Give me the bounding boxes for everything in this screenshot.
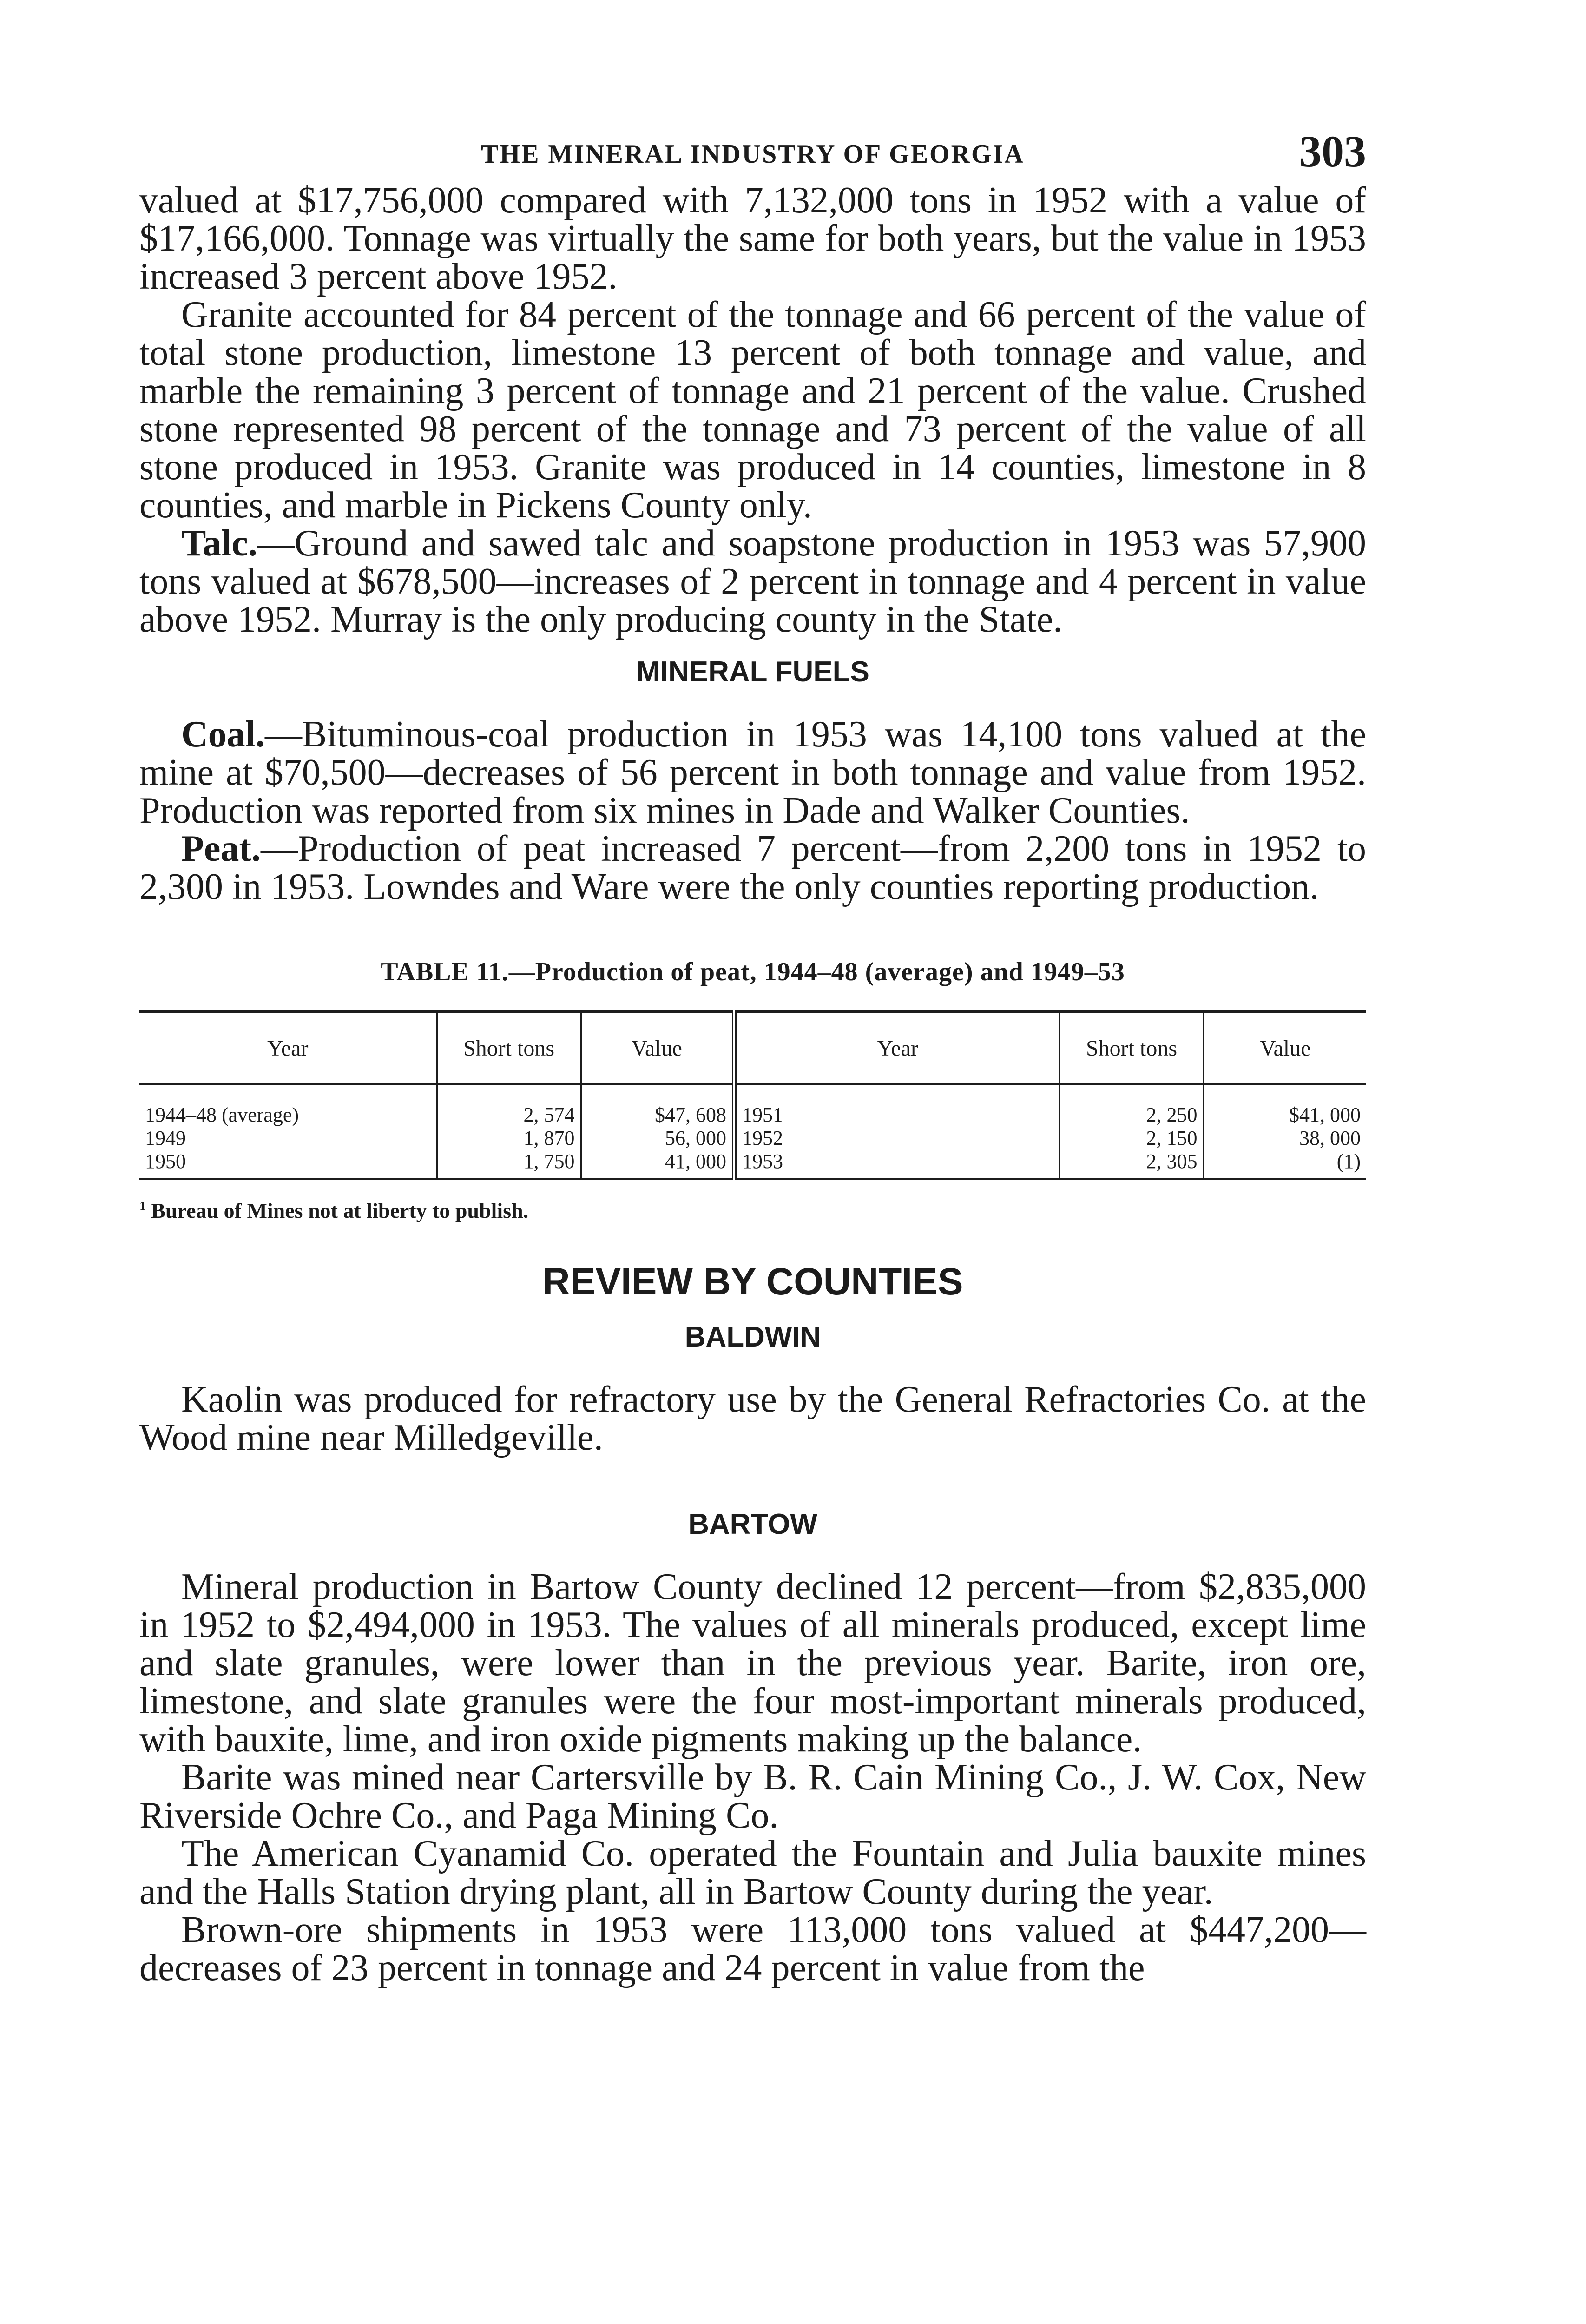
table-cell-year: 1950 bbox=[145, 1150, 186, 1173]
table-cell-tons: 1, 750 bbox=[437, 1150, 581, 1179]
column-header-year: Year bbox=[139, 1011, 437, 1084]
table-cell-year: 1949 bbox=[145, 1127, 186, 1149]
table-row bbox=[139, 1150, 1366, 1179]
table-cell-value: $47, 608 bbox=[581, 1084, 734, 1127]
running-title: THE MINERAL INDUSTRY OF GEORGIA bbox=[481, 140, 1025, 169]
talc-label: Talc. bbox=[181, 523, 257, 564]
bartow-paragraph-3: The American Cyanamid Co. operated the Fountain and Julia bauxite mines and the Halls Station drying plant, all in Bartow County during the year. bbox=[139, 1833, 1366, 1912]
table-cell-year: 1944–48 (average) bbox=[145, 1103, 299, 1126]
coal-paragraph bbox=[139, 715, 1366, 830]
talc-text: —Ground and sawed talc and soapstone production in 1953 was 57,900 tons valued at $678,500—increases of 2 percent in tonnage and 4 percent in value above 1952. Murray is the only producing county in the State. bbox=[139, 523, 1366, 640]
table-cell-tons: 2, 150 bbox=[1060, 1127, 1204, 1150]
table-row bbox=[139, 1127, 1366, 1150]
coal-text: —Bituminous-coal production in 1953 was 14,100 tons valued at the mine at $70,500—decreases of 56 percent in both tonnage and value from 1952. Production was reported from six mines in Dade and Walker Counties. bbox=[139, 714, 1366, 831]
page bbox=[139, 125, 1366, 1987]
bartow-heading: BARTOW bbox=[688, 1508, 817, 1540]
bartow-paragraph-4: Brown-ore shipments in 1953 were 113,000 tons valued at $447,200—decreases of 23 percent in tonnage and 24 percent in value from the bbox=[139, 1909, 1366, 1988]
table-cell-value: $41, 000 bbox=[1204, 1084, 1366, 1127]
table-cell-tons: 1, 870 bbox=[437, 1127, 581, 1150]
bartow-paragraph-2: Barite was mined near Cartersville by B. R. Cain Mining Co., J. W. Cox, New Riverside Ochre Co., and Paga Mining Co. bbox=[139, 1757, 1366, 1836]
stone-paragraph-1: valued at $17,756,000 compared with 7,132,000 tons in 1952 with a value of $17,166,000. Tonnage was virtually the same for both years, but the value in 1953 increased 3 percent above 1952. bbox=[139, 180, 1366, 297]
peat-production-table bbox=[139, 1010, 1366, 1180]
column-header-value: Value bbox=[581, 1011, 734, 1084]
table-cell-tons: 2, 574 bbox=[437, 1084, 581, 1127]
column-header-short-tons: Short tons bbox=[437, 1011, 581, 1084]
table-cell-value: 38, 000 bbox=[1204, 1127, 1366, 1150]
table-cell-value: 56, 000 bbox=[581, 1127, 734, 1150]
table-cell-year: 1951 bbox=[734, 1084, 1060, 1127]
footnote-text: Bureau of Mines not at liberty to publish. bbox=[151, 1199, 529, 1222]
table-cell-tons: 2, 250 bbox=[1060, 1084, 1204, 1127]
coal-label: Coal. bbox=[181, 714, 265, 755]
peat-text: —Production of peat increased 7 percent—from 2,200 tons in 1952 to 2,300 in 1953. Lowndes and Ware were the only counties reporting production. bbox=[139, 828, 1366, 907]
table-row bbox=[139, 1084, 1366, 1127]
table-cell-value: 41, 000 bbox=[581, 1150, 734, 1179]
baldwin-paragraph: Kaolin was produced for refractory use by the General Refractories Co. at the Wood mine near Milledgeville. bbox=[139, 1379, 1366, 1458]
peat-paragraph bbox=[139, 830, 1366, 906]
review-by-counties-heading: REVIEW BY COUNTIES bbox=[542, 1261, 963, 1303]
baldwin-heading: BALDWIN bbox=[684, 1321, 821, 1353]
table-footnote bbox=[139, 1198, 1366, 1223]
page-number: 303 bbox=[1299, 126, 1366, 176]
table-cell-year: 1952 bbox=[734, 1127, 1060, 1150]
table-cell-year: 1953 bbox=[734, 1150, 1060, 1179]
talc-paragraph bbox=[139, 524, 1366, 639]
footnote-mark: 1 bbox=[139, 1198, 146, 1213]
column-header-year-2: Year bbox=[734, 1011, 1060, 1084]
table-cell-value: (1) bbox=[1204, 1150, 1366, 1179]
table-caption: TABLE 11.—Production of peat, 1944–48 (average) and 1949–53 bbox=[381, 957, 1125, 986]
stone-paragraph-2: Granite accounted for 84 percent of the tonnage and 66 percent of the value of total stone production, limestone 13 percent of both tonnage and value, and marble the remaining 3 percent of tonnage and 21 percent of the value. Crushed stone represented 98 percent of the tonnage and 73 percent of the value of all stone produced in 1953. Granite was produced in 14 counties, limestone in 8 counties, and marble in Pickens County only. bbox=[139, 294, 1366, 526]
table-header-row bbox=[139, 1011, 1366, 1084]
column-header-value-2: Value bbox=[1204, 1011, 1366, 1084]
mineral-fuels-heading: MINERAL FUELS bbox=[636, 656, 869, 688]
column-header-short-tons-2: Short tons bbox=[1060, 1011, 1204, 1084]
bartow-paragraph-1: Mineral production in Bartow County declined 12 percent—from $2,835,000 in 1952 to $2,494,000 in 1953. The values of all minerals produced, except lime and slate granules, were lower than in the previous year. Barite, iron ore, limestone, and slate granules were the four most-important minerals produced, with bauxite, lime, and iron oxide pigments making up the balance. bbox=[139, 1566, 1366, 1760]
peat-label: Peat. bbox=[181, 828, 261, 869]
running-header bbox=[139, 125, 1366, 181]
table-cell-tons: 2, 305 bbox=[1060, 1150, 1204, 1179]
